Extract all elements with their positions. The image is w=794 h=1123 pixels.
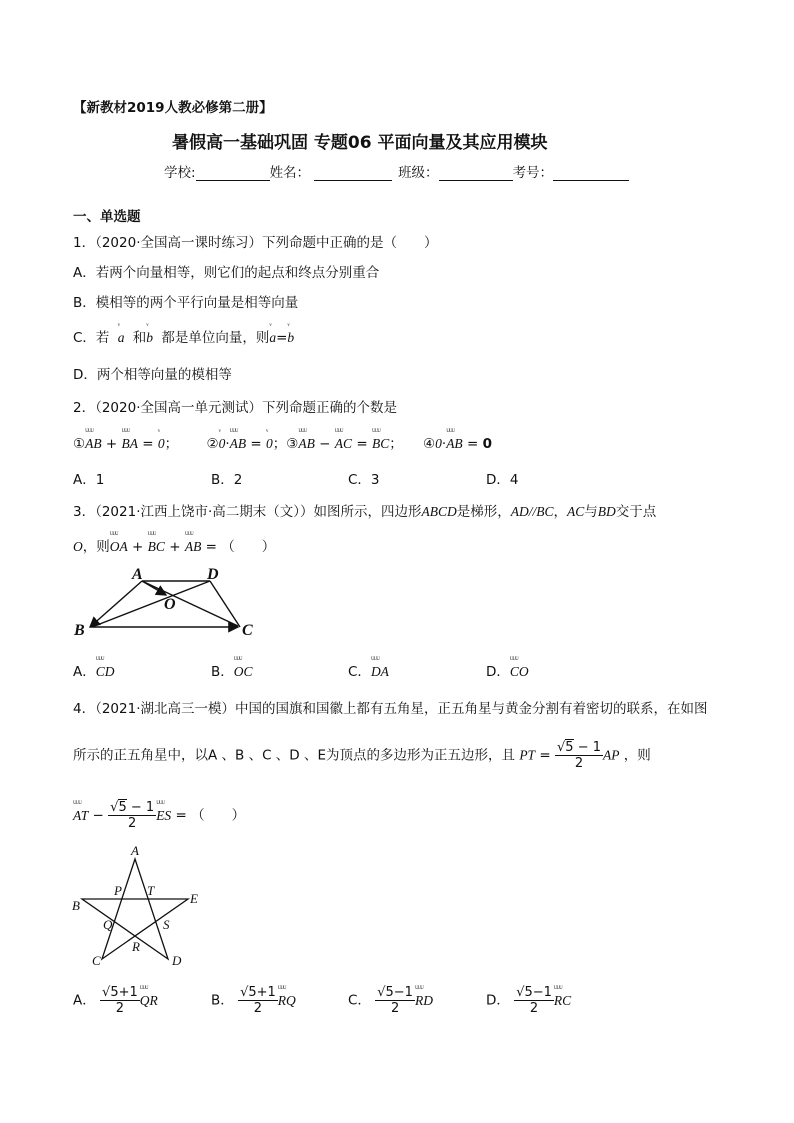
label-d: D	[207, 566, 219, 583]
trapezoid-figure	[70, 565, 270, 640]
q4-option-b: B． $\frac{√5+1}{2}$ ᵁᵁᵁ RQ	[211, 985, 296, 1016]
page-title: 暑假高一基础巩固 专题06 平面向量及其应用模块	[172, 133, 548, 153]
label-b: B	[74, 622, 85, 639]
q4-option-c: C． $\frac{√5-1}{2}$ ᵁᵁᵁ RD	[348, 985, 433, 1016]
id-label: 考号：	[512, 165, 554, 181]
q2-stem: 2．（2020·全国高一单元测试）下列命题正确的个数是	[73, 400, 397, 416]
name-blank[interactable]	[314, 166, 392, 181]
q4-stem: 4．（2021·湖北高三一模）中国的国旗和国徽上都有五角星，正五角星与黄金分割有着密切的联系，在如图	[73, 701, 708, 717]
id-blank[interactable]	[553, 166, 629, 181]
q4-option-a: A． $\frac{√5+1}{2}$ ᵁᵁᵁ QR	[73, 985, 158, 1016]
class-blank[interactable]	[439, 166, 513, 181]
school-label: 学校:	[164, 165, 196, 181]
school-blank[interactable]	[196, 166, 270, 181]
q2-option-c: C．3	[348, 472, 380, 488]
q4-option-d: D． $\frac{√5-1}{2}$ ᵁᵁᵁ RC	[486, 985, 571, 1016]
q3-option-b: B．ᵁᵁᵁ OC	[211, 660, 253, 680]
label-d: D	[172, 953, 182, 968]
section-heading: 一、单选题	[73, 209, 141, 225]
label-a: A	[132, 566, 143, 583]
q2-option-a: A．1	[73, 472, 105, 488]
label-o: O	[164, 596, 176, 613]
q4-stem-line2: 所示的正五角星中，以A 、B 、C 、D 、E为顶点的多边形为正五边形，且 PT = $\frac{√5 - 1}{2}$ AP ，则	[73, 740, 651, 771]
label-p: P	[114, 883, 122, 898]
label-s: S	[163, 917, 170, 932]
q1-option-d: D．两个相等向量的模相等	[73, 367, 232, 383]
diagonal-ac	[142, 581, 238, 626]
q1-stem: 1．（2020·全国高一课时练习）下列命题中正确的是（ ）	[73, 235, 438, 251]
student-info-fields	[164, 161, 629, 181]
q1-option-c: C．若 ᵛ a 和ᵛ b 都是单位向量，则ᵛ a=ᵛ b	[73, 326, 294, 346]
q3-option-d: D．ᵁᵁᵁ CO	[486, 660, 529, 680]
q2-option-d: D．4	[486, 472, 519, 488]
q1-option-b: B．模相等的两个平行向量是相等向量	[73, 295, 299, 311]
q3-option-a: A．ᵁᵁᵁ CD	[73, 660, 115, 680]
q4-expression: ᵁᵁᵁ AT − $\frac{√5 - 1}{2}$ ᵁᵁᵁ ES = （ ）	[73, 800, 245, 831]
edition-tag: 【新教材2019人教必修第二册】	[73, 100, 273, 116]
vector-oa-marker	[142, 581, 166, 595]
label-e: E	[190, 891, 198, 906]
class-label: 班级：	[398, 165, 439, 181]
label-a: A	[131, 845, 139, 858]
pentagram-figure	[70, 845, 210, 970]
q3-option-c: C．ᵁᵁᵁ DA	[348, 660, 389, 680]
label-r: R	[132, 939, 140, 954]
label-b: B	[72, 898, 80, 913]
q2-option-b: B．2	[211, 472, 243, 488]
label-c: C	[242, 622, 253, 639]
q3-stem-line2: O，则ᵁᵁᵁ OA + ᵁᵁᵁ BC + ᵁᵁᵁ AB = （ ）	[73, 535, 275, 555]
name-label: 姓名：	[269, 165, 311, 181]
label-t: T	[147, 883, 155, 898]
q2-items: ①ᵁᵁᵁ AB + ᵁᵁᵁ BA = ᵛ 0； ②ᵛ 0·ᵁᵁᵁ AB = ᵛ 0；③ᵁᵁᵁ AB − ᵁᵁᵁ AC = ᵁᵁᵁ BC； ④0·ᵁᵁᵁ AB = 0	[73, 432, 492, 452]
q1-option-a: A．若两个向量相等，则它们的起点和终点分别重合	[73, 265, 380, 281]
q3-stem: 3．（2021·江西上饶市·高二期末（文））如图所示，四边形ABCD是梯形，AD//BC，AC与BD交于点	[73, 504, 657, 520]
vector-ab	[90, 581, 142, 627]
label-q: Q	[103, 917, 113, 932]
label-c: C	[92, 953, 101, 968]
